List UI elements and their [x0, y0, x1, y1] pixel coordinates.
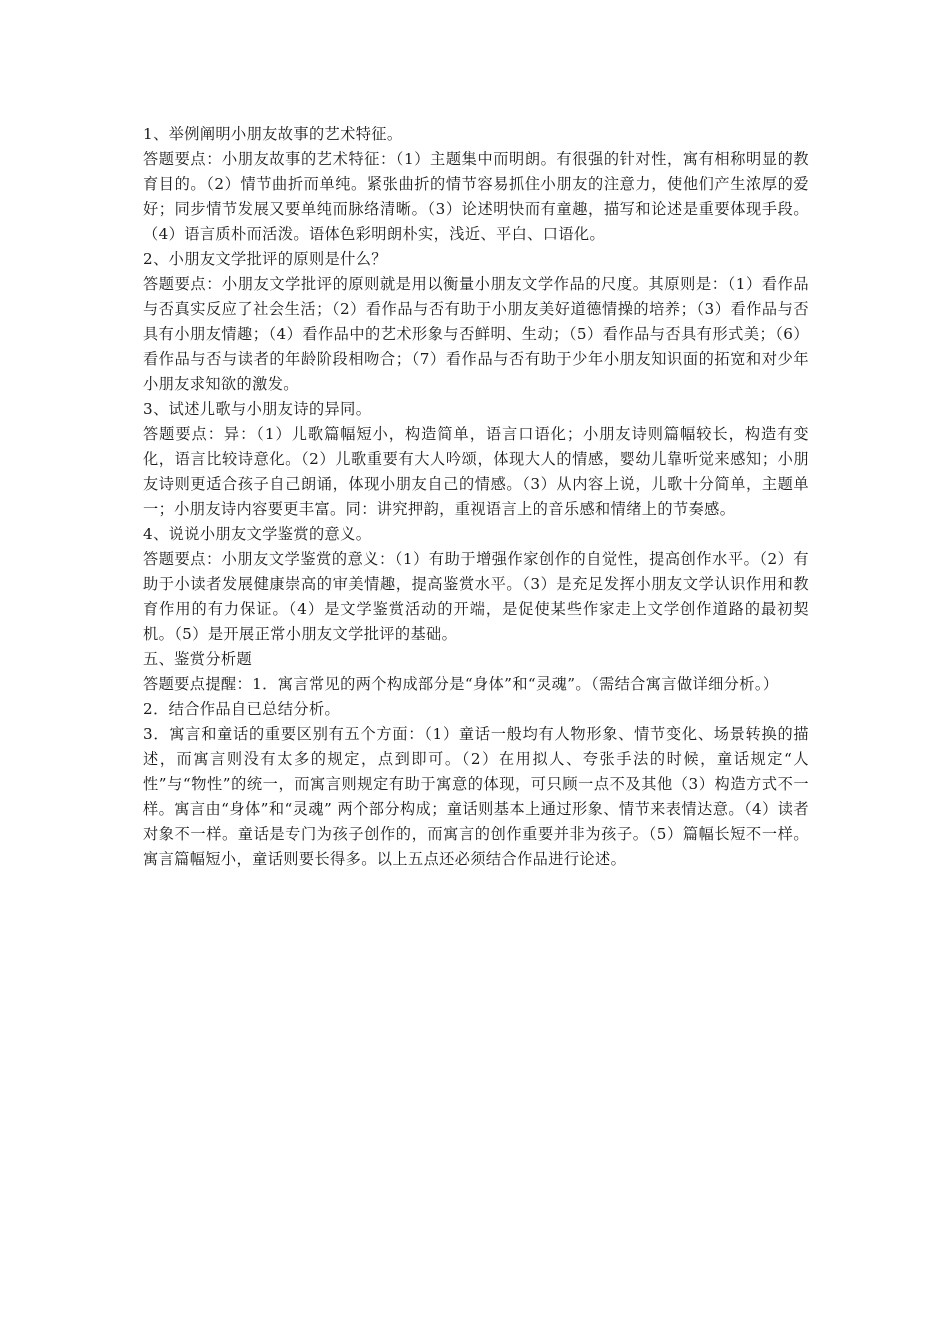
document-body	[143, 122, 809, 872]
question-4-answer: 答题要点：小朋友文学鉴赏的意义：（1）有助于增强作家创作的自觉性，提高创作水平。（2）有助于小读者发展健康崇高的审美情趣，提高鉴赏水平。（3）是充足发挥小朋友文学认识作用和教育作用的有力保证。（4）是文学鉴赏活动的开端，是促使某些作家走上文学创作道路的最初契机。（5）是开展正常小朋友文学批评的基础。	[143, 550, 809, 643]
question-1-heading: 1、举例阐明小朋友故事的艺术特征。	[143, 125, 403, 143]
question-1-answer: 答题要点：小朋友故事的艺术特征：（1）主题集中而明朗。有很强的针对性，寓有相称明显的教育目的。（2）情节曲折而单纯。紧张曲折的情节容易抓住小朋友的注意力，使他们产生浓厚的爱好；同步情节发展又要单纯而脉络清晰。（3）论述明快而有童趣，描写和论述是重要体现手段。（4）语言质朴而活泼。语体色彩明朗朴实，浅近、平白、口语化。	[143, 150, 809, 243]
question-3-heading: 3、试述儿歌与小朋友诗的异同。	[143, 400, 372, 418]
question-4-heading: 4、说说小朋友文学鉴赏的意义。	[143, 525, 372, 543]
question-2-answer: 答题要点：小朋友文学批评的原则就是用以衡量小朋友文学作品的尺度。其原则是：（1）看作品与否真实反应了社会生活；（2）看作品与否有助于小朋友美好道德情操的培养；（3）看作品与否具有小朋友情趣；（4）看作品中的艺术形象与否鲜明、生动；（5）看作品与否具有形式美；（6）看作品与否与读者的年龄阶段相吻合；（7）看作品与否有助于少年小朋友知识面的拓宽和对少年小朋友求知欲的激发。	[143, 275, 809, 393]
question-2-heading: 2、小朋友文学批评的原则是什么？	[143, 250, 387, 268]
section-5-answer-3: 3．寓言和童话的重要区别有五个方面：（1）童话一般均有人物形象、情节变化、场景转换的描述，而寓言则没有太多的规定，点到即可。（2）在用拟人、夸张手法的时候，童话规定“人性”与“物性”的统一，而寓言则规定有助于寓意的体现，可只顾一点不及其他（3）构造方式不一样。寓言由“身体”和“灵魂” 两个部分构成；童话则基本上通过形象、情节来表情达意。（4）读者对象不一样。童话是专门为孩子创作的，而寓言的创作重要并非为孩子。（5）篇幅长短不一样。寓言篇幅短小，童话则要长得多。以上五点还必须结合作品进行论述。	[143, 725, 809, 868]
question-3-answer: 答题要点：异：（1）儿歌篇幅短小，构造简单，语言口语化；小朋友诗则篇幅较长，构造有变化，语言比较诗意化。（2）儿歌重要有大人吟颂，体现大人的情感，婴幼儿靠听觉来感知；小朋友诗则更适合孩子自己朗诵，体现小朋友自己的情感。（3）从内容上说，儿歌十分简单，主题单一；小朋友诗内容要更丰富。同：讲究押韵，重视语言上的音乐感和情绪上的节奏感。	[143, 425, 809, 518]
section-5-answer-1: 答题要点提醒：1．寓言常见的两个构成部分是“身体”和“灵魂”。（需结合寓言做详细分析。）	[143, 675, 779, 693]
section-5-heading: 五、鉴赏分析题	[143, 650, 253, 668]
section-5-answer-2: 2．结合作品自已总结分析。	[143, 700, 341, 718]
